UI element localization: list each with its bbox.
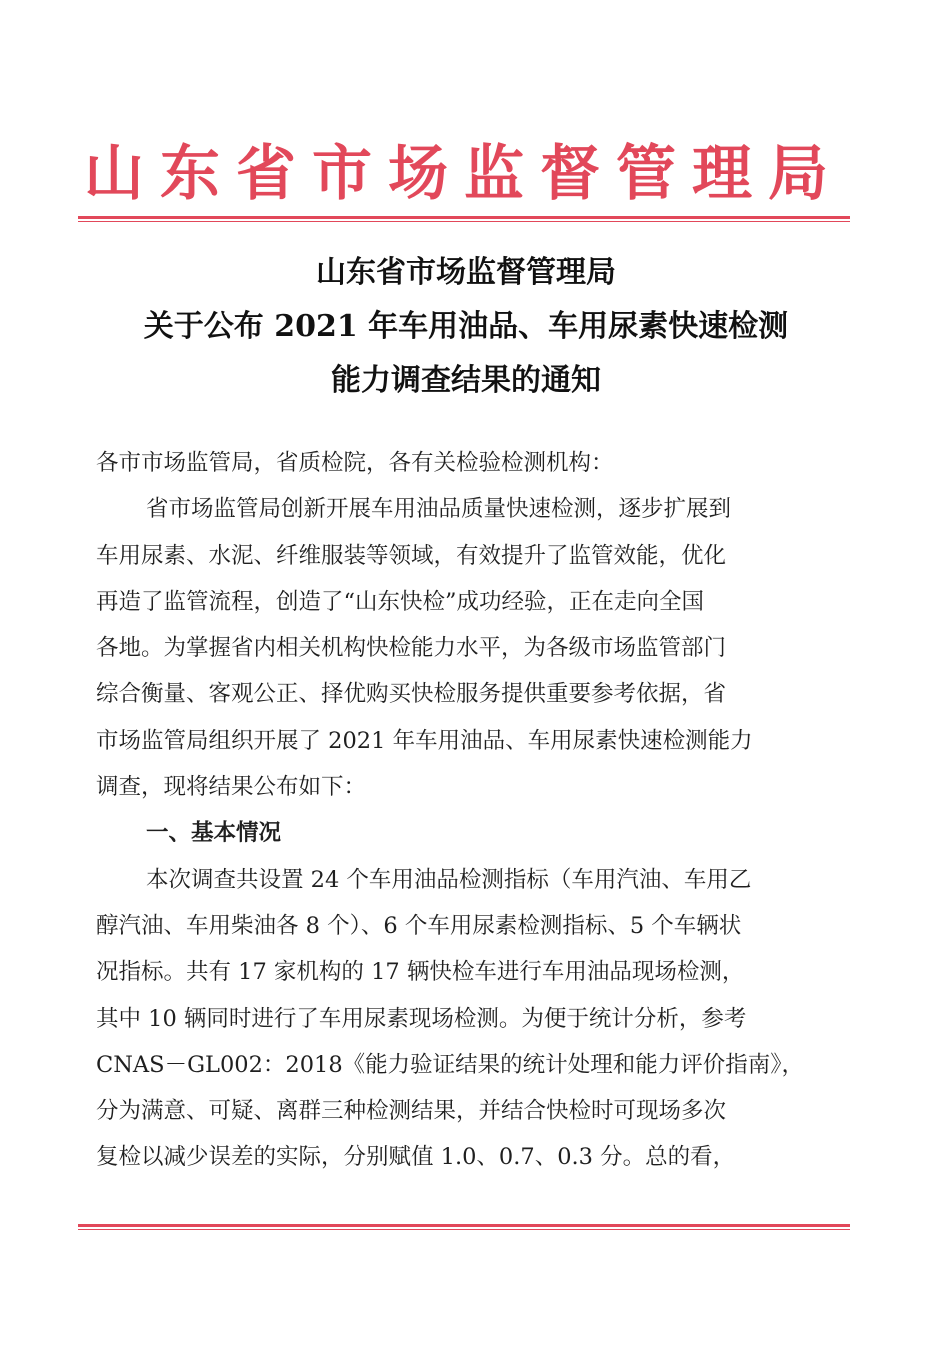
paragraph-line: 本次调查共设置 24 个车用油品检测指标（车用汽油、车用乙 <box>146 866 752 893</box>
paragraph-line: 车用尿素、水泥、纤维服装等领域，有效提升了监管效能，优化 <box>96 542 727 569</box>
footer-red-rule <box>78 1224 850 1230</box>
paragraph-line: 各地。为掌握省内相关机构快检能力水平，为各级市场监管部门 <box>96 635 727 662</box>
paragraph-line: 分为满意、可疑、离群三种检测结果，并结合快检时可现场多次 <box>96 1098 727 1125</box>
paragraph-line: CNAS－GL002：2018《能力验证结果的统计处理和能力评价指南》， <box>96 1051 804 1078</box>
section-heading: 一、基本情况 <box>146 820 282 847</box>
title-line-1: 山东省市场监督管理局 <box>316 255 616 290</box>
paragraph-line: 况指标。共有 17 家机构的 17 辆快检车进行车用油品现场检测， <box>96 959 745 986</box>
document-body <box>96 440 828 1181</box>
title-line-2: 关于公布 2021 年车用油品、车用尿素快速检测 <box>143 309 789 344</box>
paragraph-line: 再造了监管流程，创造了“山东快检”成功经验，正在走向全国 <box>96 588 705 615</box>
document-title <box>60 246 872 408</box>
letterhead-org-name: 山东省市场监督管理局 <box>84 139 844 209</box>
paragraph-line: 复检以减少误差的实际，分别赋值 1.0、0.7、0.3 分。总的看， <box>96 1144 736 1171</box>
paragraph-line: 省市场监管局创新开展车用油品质量快速检测，逐步扩展到 <box>146 496 732 523</box>
addressee-line: 各市市场监管局，省质检院，各有关检验检测机构： <box>96 450 614 476</box>
paragraph-line: 调查，现将结果公布如下： <box>96 774 367 801</box>
letterhead-red-rule <box>78 216 850 222</box>
paragraph-line: 综合衡量、客观公正、择优购买快检服务提供重要参考依据，省 <box>96 681 727 708</box>
paragraph-line: 醇汽油、车用柴油各 8 个）、6 个车用尿素检测指标、5 个车辆状 <box>96 912 742 939</box>
paragraph-line: 市场监管局组织开展了 2021 年车用油品、车用尿素快速检测能力 <box>96 727 753 754</box>
paragraph-line: 其中 10 辆同时进行了车用尿素现场检测。为便于统计分析，参考 <box>96 1005 747 1032</box>
title-line-3: 能力调查结果的通知 <box>331 363 601 398</box>
